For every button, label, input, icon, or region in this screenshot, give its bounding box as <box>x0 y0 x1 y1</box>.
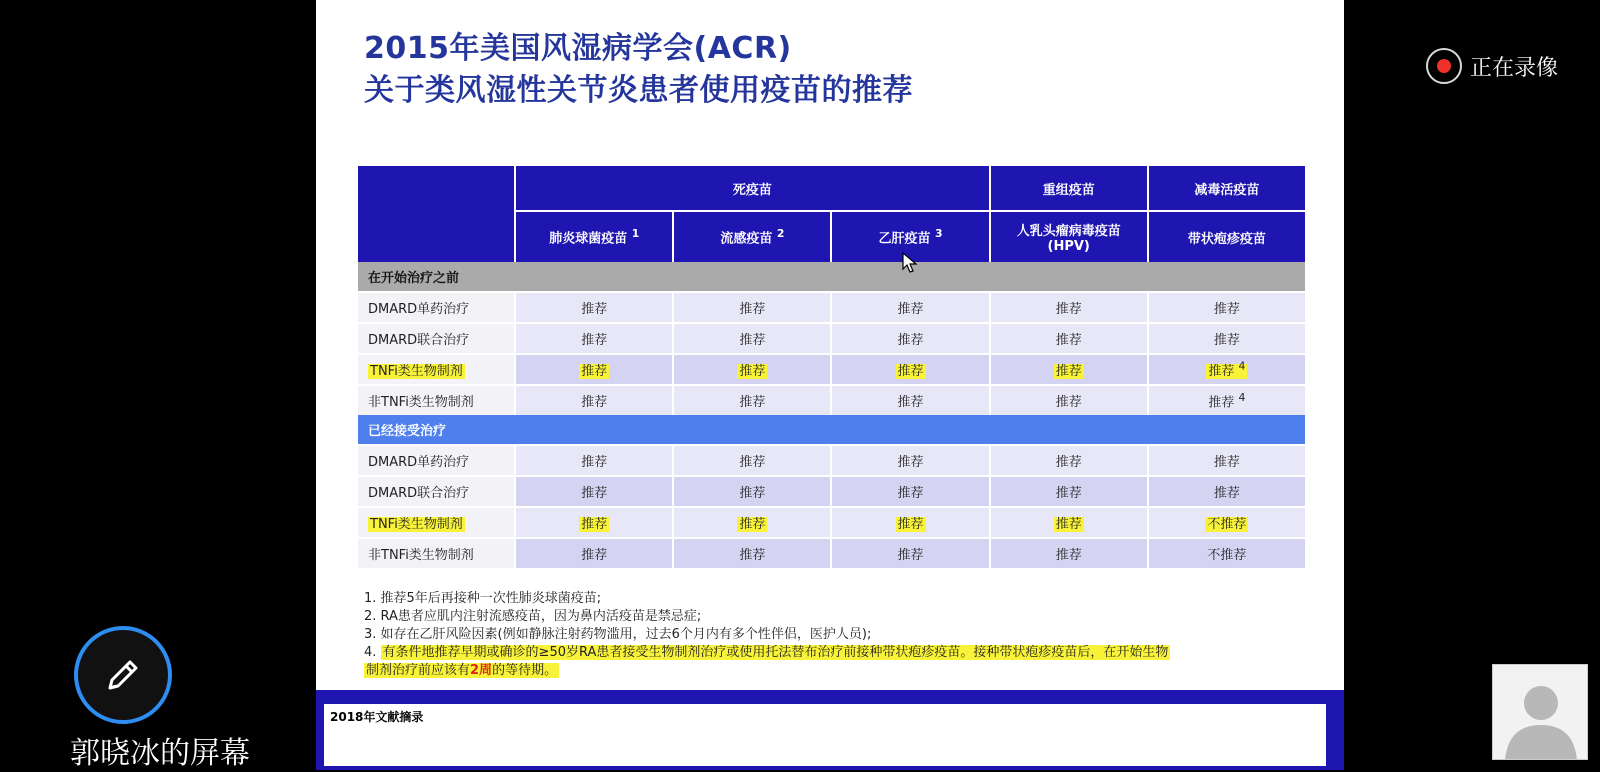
table-cell: 推荐 <box>991 353 1147 384</box>
table-cell: 推荐 <box>674 444 830 475</box>
table-cell: 推荐 $^4$ <box>1149 384 1305 415</box>
table-cell: 推荐 <box>991 444 1147 475</box>
table-cell: 推荐 <box>1149 475 1305 506</box>
table-cell: 推荐 $^4$ <box>1149 353 1305 384</box>
slide-footer-text: 2018年文献摘录 <box>330 710 424 724</box>
table-cell: 推荐 <box>674 506 830 537</box>
table-cell: 推荐 <box>516 291 672 322</box>
recording-indicator[interactable] <box>1426 48 1558 84</box>
table-cell: 推荐 <box>832 506 988 537</box>
table-cell: 推荐 <box>991 506 1147 537</box>
table-row <box>358 291 1305 322</box>
table-cell: 推荐 <box>832 444 988 475</box>
slide-title-line2: 关于类风湿性关节炎患者使用疫苗的推荐 <box>364 73 913 108</box>
row-label: TNFi类生物制剂 <box>358 353 514 384</box>
table-corner-header <box>358 166 514 262</box>
group-header-live: 减毒活疫苗 <box>1149 166 1305 212</box>
slide-title <box>364 28 913 112</box>
table-cell: 推荐 <box>991 322 1147 353</box>
table-cell: 推荐 <box>674 475 830 506</box>
row-label: DMARD单药治疗 <box>358 291 514 322</box>
section-after-treatment: 已经接受治疗 <box>358 415 1305 444</box>
sub-header-hepatitis-b: 乙肝疫苗 $^3$ <box>832 212 988 262</box>
annotate-button[interactable] <box>74 626 172 724</box>
mouse-pointer-icon <box>902 252 918 274</box>
table-cell: 不推荐 <box>1149 506 1305 537</box>
table-cell: 推荐 <box>516 322 672 353</box>
table-row <box>358 475 1305 506</box>
user-avatar-icon <box>1493 665 1588 760</box>
table-cell: 推荐 <box>674 291 830 322</box>
section-before-treatment: 在开始治疗之前 <box>358 262 1305 291</box>
table-cell: 推荐 <box>516 506 672 537</box>
table-row <box>358 353 1305 384</box>
footnotes <box>364 590 1304 680</box>
row-label: 非TNFi类生物制剂 <box>358 537 514 568</box>
table-cell: 推荐 <box>991 384 1147 415</box>
table-cell: 推荐 <box>516 353 672 384</box>
slide-title-line1: 2015年美国风湿病学会(ACR) <box>364 31 792 66</box>
table-cell: 推荐 <box>516 537 672 568</box>
table-cell: 推荐 <box>1149 444 1305 475</box>
table-cell: 推荐 <box>1149 291 1305 322</box>
pencil-icon <box>100 652 146 698</box>
row-label: DMARD联合治疗 <box>358 475 514 506</box>
row-label: TNFi类生物制剂 <box>358 506 514 537</box>
table-cell: 推荐 <box>674 353 830 384</box>
table-row <box>358 537 1305 568</box>
row-label: 非TNFi类生物制剂 <box>358 384 514 415</box>
screen-owner-label: 郭晓冰的屏幕 <box>70 736 250 771</box>
table-cell: 推荐 <box>832 353 988 384</box>
table-cell: 推荐 <box>832 384 988 415</box>
table-row <box>358 506 1305 537</box>
table-cell: 推荐 <box>674 384 830 415</box>
table-row <box>358 322 1305 353</box>
table-cell: 不推荐 <box>1149 537 1305 568</box>
avatar[interactable] <box>1492 664 1588 760</box>
vaccine-recommendation-table <box>356 166 1307 568</box>
footnote-4: 4. 有条件地推荐早期或确诊的≥50岁RA患者接受生物制剂治疗或使用托法替布治疗前接种带状疱疹疫苗。接种带状疱疹疫苗后，在开始生物 制剂治疗前应该有2周的等待期。 <box>364 645 1169 678</box>
table-cell: 推荐 <box>991 291 1147 322</box>
row-label: DMARD联合治疗 <box>358 322 514 353</box>
footnote-2: 2. RA患者应肌内注射流感疫苗，因为鼻内活疫苗是禁忌症; <box>364 609 702 624</box>
footnote-3: 3. 如存在乙肝风险因素(例如静脉注射药物滥用，过去6个月内有多个性伴侣，医护人员); <box>364 627 872 642</box>
table-cell: 推荐 <box>1149 322 1305 353</box>
table-cell: 推荐 <box>674 537 830 568</box>
table-cell: 推荐 <box>674 322 830 353</box>
table-cell: 推荐 <box>832 475 988 506</box>
sub-header-pneumococcal: 肺炎球菌疫苗 $^1$ <box>516 212 672 262</box>
table-cell: 推荐 <box>832 291 988 322</box>
table-cell: 推荐 <box>832 537 988 568</box>
record-dot-icon <box>1426 48 1462 84</box>
table-cell: 推荐 <box>516 444 672 475</box>
row-label: DMARD单药治疗 <box>358 444 514 475</box>
group-header-recombinant: 重组疫苗 <box>991 166 1147 212</box>
group-header-killed: 死疫苗 <box>516 166 988 212</box>
table-cell: 推荐 <box>991 537 1147 568</box>
table-cell: 推荐 <box>832 322 988 353</box>
recording-label: 正在录像 <box>1470 55 1559 81</box>
table-row <box>358 384 1305 415</box>
table-cell: 推荐 <box>991 475 1147 506</box>
table-row <box>358 444 1305 475</box>
table-cell: 推荐 <box>516 384 672 415</box>
table-cell: 推荐 <box>516 475 672 506</box>
shared-slide <box>316 0 1344 770</box>
slide-footer-box <box>324 704 1326 766</box>
sub-header-influenza: 流感疫苗 $^2$ <box>674 212 830 262</box>
sub-header-hpv: 人乳头瘤病毒疫苗 (HPV) <box>991 212 1147 262</box>
footnote-1: 1. 推荐5年后再接种一次性肺炎球菌疫苗; <box>364 591 602 606</box>
sub-header-zoster: 带状疱疹疫苗 <box>1149 212 1305 262</box>
